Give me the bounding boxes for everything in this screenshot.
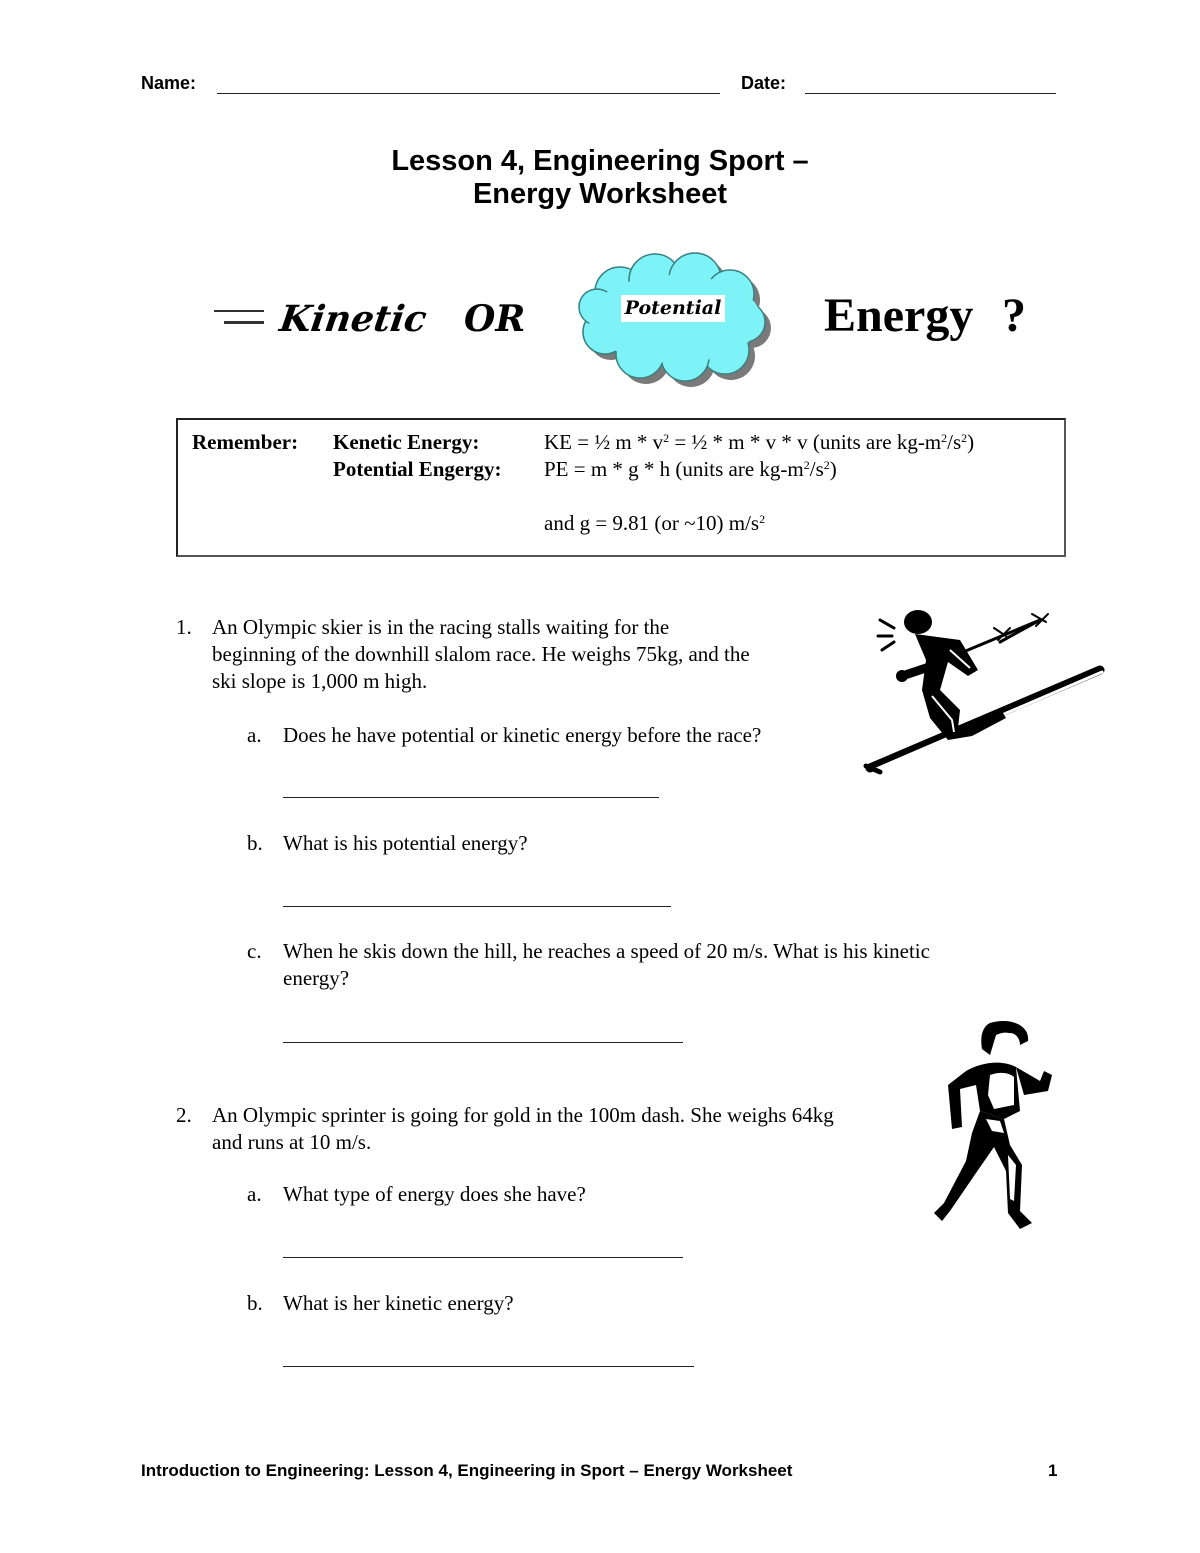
or-word: OR bbox=[464, 298, 526, 340]
question-1-number: 1. bbox=[176, 615, 192, 639]
question-2a-text: What type of energy does she have? bbox=[283, 1182, 586, 1206]
kinetic-word: Kinetic bbox=[277, 298, 430, 340]
kinetic-dash-icon bbox=[214, 310, 264, 324]
cloud-icon bbox=[575, 252, 775, 387]
potential-word: Potential bbox=[624, 297, 722, 319]
answer-1c-field[interactable] bbox=[283, 1042, 683, 1043]
ke-label: Kenetic Energy: bbox=[333, 430, 480, 454]
formula-box bbox=[176, 418, 1066, 557]
page-title-line-2: Energy Worksheet bbox=[472, 178, 728, 210]
remember-label: Remember: bbox=[192, 430, 299, 454]
name-label: Name: bbox=[141, 73, 197, 93]
answer-1a-field[interactable] bbox=[283, 797, 659, 798]
footer-text: Introduction to Engineering: Lesson 4, Engineering in Sport – Energy Worksheet bbox=[141, 1461, 793, 1480]
g-formula: and g = 9.81 (or ~10) $m/s^2$ bbox=[544, 511, 766, 535]
question-1a-letter: a. bbox=[247, 723, 262, 747]
question-1b-text: What is his potential energy? bbox=[283, 831, 528, 855]
page-title-line-1: Lesson 4, Engineering Sport – bbox=[391, 145, 809, 177]
potential-cloud bbox=[575, 252, 775, 387]
sprinter-illustration bbox=[920, 1015, 1060, 1245]
skier-illustration bbox=[860, 600, 1120, 780]
answer-1b-field[interactable] bbox=[283, 906, 671, 907]
question-1c-text: When he skis down the hill, he reaches a speed of 20 m/s. What is his kinetic energy? bbox=[283, 939, 930, 990]
question-1-text: An Olympic skier is in the racing stalls waiting for the beginning of the downhill slalom race. He weighs 75kg, and the ski slope is 1,000 m high. bbox=[212, 615, 750, 693]
question-mark: ? bbox=[1002, 289, 1026, 342]
answer-2b-field[interactable] bbox=[283, 1366, 694, 1367]
question-2b-text: What is her kinetic energy? bbox=[283, 1291, 514, 1315]
answer-2a-field[interactable] bbox=[283, 1257, 683, 1258]
ke-formula: KE = ½ m * $v^2$ = ½ * m * v * v (units are $kg-m^2/s^2$) bbox=[544, 430, 975, 454]
pe-label: Potential Engergy: bbox=[333, 457, 502, 481]
name-field[interactable] bbox=[217, 93, 720, 94]
question-2b-letter: b. bbox=[247, 1291, 263, 1315]
page-number: 1 bbox=[1048, 1461, 1058, 1480]
pe-formula: PE = m * g * h (units are $kg-m^2/s^2$) bbox=[544, 457, 837, 481]
question-1a-text: Does he have potential or kinetic energy before the race? bbox=[283, 723, 762, 747]
energy-word: Energy bbox=[824, 289, 974, 342]
question-2-number: 2. bbox=[176, 1103, 192, 1127]
date-label: Date: bbox=[741, 73, 787, 93]
question-1c-letter: c. bbox=[247, 939, 262, 963]
date-field[interactable] bbox=[805, 93, 1056, 94]
question-1b-letter: b. bbox=[247, 831, 263, 855]
question-2a-letter: a. bbox=[247, 1182, 262, 1206]
question-2-text: An Olympic sprinter is going for gold in the 100m dash. She weighs 64kg and runs at 10 m/s. bbox=[212, 1103, 834, 1154]
